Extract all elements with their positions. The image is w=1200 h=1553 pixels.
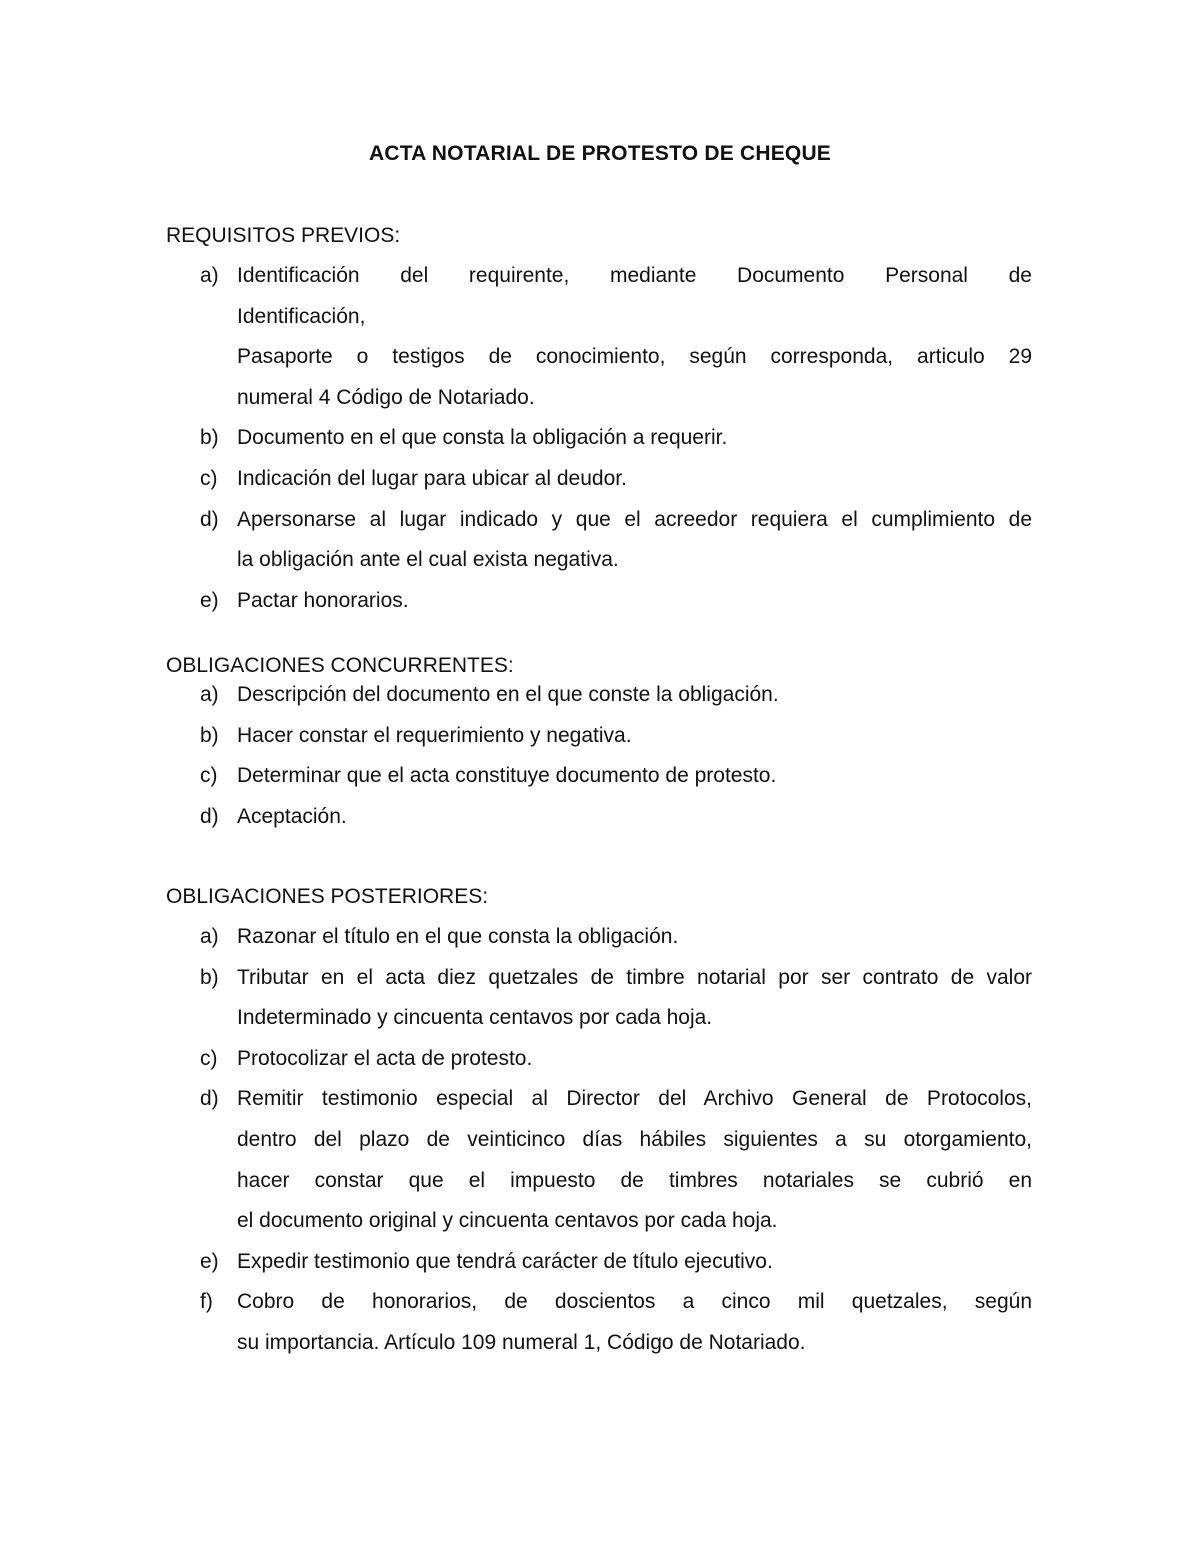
document-title: ACTA NOTARIAL DE PROTESTO DE CHEQUE (368, 142, 832, 165)
item-line: numeral 4 Código de Notariado. (237, 385, 535, 409)
list-item (166, 917, 1032, 958)
item-line: dentro del plazo de veinticinco días hábiles siguientes a su otorgamiento, (237, 1127, 1032, 1151)
list-item (166, 1242, 1032, 1283)
section-heading: REQUISITOS PREVIOS: (166, 224, 401, 247)
item-line: Pasaporte o testigos de conocimiento, según corresponda, articulo 29 (237, 345, 1032, 369)
list-marker: c) (200, 1046, 218, 1070)
item-line: Documento en el que consta la obligación a requerir. (237, 426, 728, 450)
item-line: Descripción del documento en el que conste la obligación. (237, 683, 779, 706)
list-item (166, 500, 1032, 581)
item-line: su importancia. Artículo 109 numeral 1, Código de Notariado. (237, 1330, 806, 1354)
item-line: Pactar honorarios. (237, 588, 409, 612)
list-marker: b) (200, 426, 219, 450)
section-obligaciones-concurrentes (166, 652, 1032, 837)
list-item (166, 675, 1032, 716)
list-marker: d) (200, 507, 219, 531)
list-item (166, 418, 1032, 459)
list-item (166, 1039, 1032, 1080)
item-line: Identificación, (237, 304, 366, 328)
item-line: Hacer constar el requerimiento y negativa. (237, 723, 632, 747)
item-line: hacer constar que el impuesto de timbres notariales se cubrió en (237, 1168, 1032, 1192)
list-item (166, 797, 1032, 838)
item-line: Cobro de honorarios, de doscientos a cinco mil quetzales, según (237, 1290, 1032, 1314)
list-item (166, 1282, 1032, 1363)
section-heading: OBLIGACIONES POSTERIORES: (166, 885, 489, 908)
list-item (166, 958, 1032, 1039)
list-marker: e) (200, 588, 219, 612)
item-line: Expedir testimonio que tendrá carácter de título ejecutivo. (237, 1249, 773, 1273)
posteriores-list (166, 917, 1032, 1364)
list-marker: b) (200, 965, 219, 989)
section-requisitos-previos (166, 222, 1032, 621)
concurrentes-list (166, 675, 1032, 837)
requisitos-list (166, 256, 1032, 621)
section-heading: OBLIGACIONES CONCURRENTES: (166, 654, 514, 677)
item-line: Apersonarse al lugar indicado y que el acreedor requiera el cumplimiento de (237, 507, 1032, 531)
list-marker: d) (200, 804, 219, 828)
list-marker: a) (200, 925, 219, 948)
list-marker: a) (200, 264, 219, 287)
item-line: Protocolizar el acta de protesto. (237, 1046, 533, 1070)
list-item (166, 581, 1032, 622)
list-marker: d) (200, 1087, 219, 1111)
item-line: Indeterminado y cincuenta centavos por cada hoja. (237, 1006, 713, 1030)
list-marker: b) (200, 723, 219, 747)
list-item (166, 1079, 1032, 1241)
item-line: Razonar el título en el que consta la obligación. (237, 925, 679, 948)
item-line: el documento original y cincuenta centavos por cada hoja. (237, 1209, 778, 1233)
list-marker: a) (200, 683, 219, 706)
list-marker: c) (200, 466, 218, 490)
section-obligaciones-posteriores (166, 883, 1032, 1364)
item-line: Identificación del requirente, mediante Documento Personal de (237, 264, 1032, 287)
list-item (166, 716, 1032, 757)
item-line: Tributar en el acta diez quetzales de timbre notarial por ser contrato de valor (237, 965, 1032, 989)
list-marker: e) (200, 1249, 219, 1273)
list-marker: c) (200, 764, 218, 788)
item-line: Indicación del lugar para ubicar al deudor. (237, 466, 627, 490)
item-line: Aceptación. (237, 804, 347, 828)
list-item (166, 459, 1032, 500)
list-marker: f) (200, 1290, 213, 1314)
item-line: la obligación ante el cual exista negativa. (237, 548, 619, 572)
item-line: Determinar que el acta constituye documento de protesto. (237, 764, 777, 788)
list-item (166, 756, 1032, 797)
list-item (166, 256, 1032, 418)
item-line: Remitir testimonio especial al Director del Archivo General de Protocolos, (237, 1087, 1032, 1111)
